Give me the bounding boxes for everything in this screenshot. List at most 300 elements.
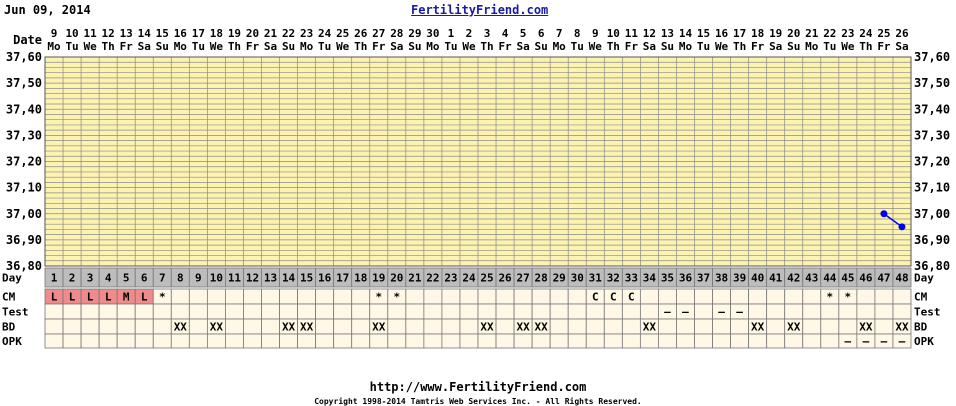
row-cell bbox=[622, 334, 640, 348]
row-cell-value: 47 bbox=[877, 271, 891, 285]
row-cell-value: 30 bbox=[570, 271, 584, 285]
row-cell bbox=[532, 289, 550, 304]
row-cell bbox=[352, 319, 370, 334]
row-cell-value: L bbox=[50, 290, 58, 304]
row-cell bbox=[406, 289, 424, 304]
row-cell bbox=[767, 304, 785, 319]
row-cell bbox=[893, 289, 911, 304]
row-cell-value: – bbox=[898, 335, 906, 348]
weekday-label: Fr bbox=[245, 40, 260, 53]
row-cell-value: C bbox=[610, 290, 617, 304]
row-cell-value: 3 bbox=[86, 271, 94, 285]
y-tick-label-left: 37,40 bbox=[5, 102, 42, 117]
row-cell-value: 44 bbox=[823, 271, 837, 285]
row-cell-value: 21 bbox=[408, 271, 422, 285]
row-cell bbox=[388, 334, 406, 348]
weekday-label: Th bbox=[859, 40, 873, 53]
footer-url[interactable]: http://www.FertilityFriend.com bbox=[369, 380, 587, 394]
row-cell bbox=[280, 304, 298, 319]
row-cell bbox=[225, 289, 243, 304]
row-cell bbox=[622, 319, 640, 334]
row-cell bbox=[99, 334, 117, 348]
row-cell bbox=[550, 319, 568, 334]
row-cell bbox=[821, 334, 839, 348]
row-cell bbox=[749, 304, 767, 319]
row-cell-value: – bbox=[844, 335, 852, 348]
row-cell-value: C bbox=[628, 290, 635, 304]
row-cell-value: 26 bbox=[498, 271, 512, 285]
weekday-label: Tu bbox=[65, 40, 79, 53]
row-cell bbox=[695, 319, 713, 334]
y-tick-label-right: 36,80 bbox=[914, 259, 951, 273]
date-label: 10 bbox=[606, 27, 620, 40]
row-cell-value: * bbox=[158, 290, 166, 304]
row-cell-value: 13 bbox=[263, 271, 278, 285]
row-cell bbox=[63, 334, 81, 348]
row-cell bbox=[243, 304, 261, 319]
date-label: 25 bbox=[336, 27, 350, 40]
row-cell bbox=[496, 304, 514, 319]
row-cell bbox=[334, 334, 352, 348]
row-cell-value: 19 bbox=[372, 271, 386, 285]
row-label-left: Day bbox=[2, 271, 22, 285]
row-cell bbox=[189, 319, 207, 334]
row-cell bbox=[550, 304, 568, 319]
date-label: 23 bbox=[299, 27, 314, 40]
row-cell bbox=[478, 304, 496, 319]
weekday-label: Tu bbox=[444, 40, 458, 53]
row-cell-value: 43 bbox=[805, 271, 819, 285]
row-cell bbox=[370, 334, 388, 348]
row-cell bbox=[153, 319, 171, 334]
row-cell-value: 23 bbox=[444, 271, 458, 285]
row-cell bbox=[676, 334, 694, 348]
row-cell bbox=[207, 289, 225, 304]
row-cell bbox=[424, 304, 442, 319]
row-cell bbox=[767, 289, 785, 304]
row-cell bbox=[153, 304, 171, 319]
row-cell bbox=[171, 334, 189, 348]
row-cell-value: 33 bbox=[624, 271, 638, 285]
row-cell bbox=[839, 304, 857, 319]
row-cell-value: 35 bbox=[660, 271, 675, 285]
row-label-left: BD bbox=[2, 320, 16, 334]
row-cell-value: 39 bbox=[732, 271, 747, 285]
row-cell bbox=[406, 334, 424, 348]
row-cell bbox=[676, 319, 694, 334]
row-cell bbox=[676, 289, 694, 304]
date-label: 22 bbox=[823, 27, 837, 40]
row-cell bbox=[225, 304, 243, 319]
date-label: 18 bbox=[751, 27, 765, 40]
row-cell bbox=[117, 304, 135, 319]
row-cell-value: * bbox=[393, 290, 401, 304]
row-cell bbox=[334, 289, 352, 304]
weekday-label: Fr bbox=[498, 40, 512, 53]
row-cell-value: XX bbox=[173, 320, 187, 334]
row-cell-value: XX bbox=[209, 320, 224, 334]
date-label: 8 bbox=[573, 27, 581, 40]
row-cell-value: 37 bbox=[696, 271, 711, 285]
date-label: 22 bbox=[281, 27, 296, 40]
row-cell-value: 11 bbox=[227, 271, 242, 285]
date-label: 2 bbox=[465, 27, 473, 40]
date-label: 4 bbox=[501, 27, 509, 40]
row-cell-value: XX bbox=[642, 320, 657, 334]
weekday-label: Th bbox=[732, 40, 747, 53]
y-tick-label-right: 37,40 bbox=[914, 102, 951, 117]
row-cell bbox=[388, 304, 406, 319]
row-cell-value: XX bbox=[516, 320, 530, 334]
row-cell bbox=[803, 319, 821, 334]
row-cell bbox=[117, 334, 135, 348]
date-label: 16 bbox=[714, 27, 729, 40]
row-label-right: Day bbox=[914, 271, 934, 285]
y-tick-label-left: 37,20 bbox=[5, 154, 42, 169]
row-cell bbox=[243, 289, 261, 304]
row-cell bbox=[514, 334, 532, 348]
row-label-right: Test bbox=[914, 305, 941, 319]
row-cell bbox=[225, 334, 243, 348]
date-label: 20 bbox=[787, 27, 801, 40]
row-cell bbox=[316, 319, 334, 334]
weekday-label: We bbox=[841, 40, 855, 53]
row-cell-value: 32 bbox=[606, 271, 620, 285]
row-cell bbox=[298, 334, 316, 348]
row-cell-value: 15 bbox=[299, 271, 314, 285]
weekday-label: Fr bbox=[624, 40, 638, 53]
row-cell bbox=[731, 334, 749, 348]
date-label: 28 bbox=[390, 27, 404, 40]
row-cell bbox=[334, 304, 352, 319]
row-cell-value: 48 bbox=[895, 271, 909, 285]
y-tick-label-right: 37,10 bbox=[914, 180, 951, 195]
weekday-label: Th bbox=[354, 40, 368, 53]
y-tick-label-right: 37,20 bbox=[914, 154, 951, 169]
date-label: 17 bbox=[191, 27, 205, 40]
weekday-label: Su bbox=[155, 40, 169, 53]
row-cell bbox=[857, 304, 875, 319]
row-cell bbox=[442, 319, 460, 334]
row-cell-value: C bbox=[591, 290, 599, 304]
weekday-label: Mo bbox=[173, 40, 187, 53]
row-cell bbox=[460, 304, 478, 319]
weekday-label: Sa bbox=[642, 40, 657, 53]
row-cell bbox=[532, 304, 550, 319]
date-label: 30 bbox=[426, 27, 440, 40]
row-cell-value: 18 bbox=[354, 271, 368, 285]
weekday-label: Fr bbox=[877, 40, 891, 53]
row-cell-value: L bbox=[68, 290, 76, 304]
weekday-label: Th bbox=[227, 40, 242, 53]
row-cell bbox=[658, 289, 676, 304]
row-cell bbox=[316, 334, 334, 348]
row-cell bbox=[352, 289, 370, 304]
row-cell bbox=[586, 334, 604, 348]
date-label: 12 bbox=[101, 27, 115, 40]
date-label: 10 bbox=[65, 27, 79, 40]
row-cell-value: XX bbox=[895, 320, 909, 334]
weekday-label: Th bbox=[101, 40, 115, 53]
weekday-label: Sa bbox=[390, 40, 404, 53]
row-cell bbox=[135, 304, 153, 319]
row-cell bbox=[496, 289, 514, 304]
row-cell bbox=[262, 289, 280, 304]
weekday-label: Tu bbox=[696, 40, 711, 53]
row-cell-value: – bbox=[682, 305, 689, 319]
footer-copyright: Copyright 1998-2014 Tamtris Web Services Inc. - All Rights Reserved. bbox=[314, 397, 642, 406]
row-cell bbox=[568, 289, 586, 304]
weekday-label: Mo bbox=[426, 40, 440, 53]
weekday-label: Sa bbox=[895, 40, 909, 53]
row-cell-value: 46 bbox=[859, 271, 873, 285]
row-cell-value: XX bbox=[534, 320, 548, 334]
row-cell bbox=[767, 334, 785, 348]
weekday-label: Su bbox=[660, 40, 675, 53]
row-cell bbox=[45, 304, 63, 319]
row-cell bbox=[640, 289, 658, 304]
site-link[interactable]: FertilityFriend.com bbox=[411, 3, 549, 17]
row-cell bbox=[406, 304, 424, 319]
weekday-label: We bbox=[714, 40, 729, 53]
date-label: 24 bbox=[859, 27, 873, 40]
row-cell bbox=[496, 319, 514, 334]
row-cell bbox=[117, 319, 135, 334]
row-cell bbox=[81, 319, 99, 334]
row-cell-value: 36 bbox=[678, 271, 693, 285]
row-cell bbox=[99, 304, 117, 319]
date-label: 3 bbox=[483, 27, 491, 40]
date-label: 21 bbox=[263, 27, 278, 40]
row-cell bbox=[875, 289, 893, 304]
weekday-label: Fr bbox=[372, 40, 386, 53]
row-cell bbox=[45, 334, 63, 348]
row-cell bbox=[442, 334, 460, 348]
row-cell bbox=[189, 289, 207, 304]
row-cell-value: * bbox=[826, 290, 834, 304]
weekday-label: Mo bbox=[552, 40, 566, 53]
row-label-right: OPK bbox=[914, 335, 934, 348]
row-cell bbox=[153, 334, 171, 348]
weekday-label: Sa bbox=[137, 40, 151, 53]
row-cell bbox=[695, 304, 713, 319]
row-cell-value: 9 bbox=[195, 271, 202, 285]
row-cell bbox=[424, 319, 442, 334]
row-cell bbox=[803, 334, 821, 348]
weekday-label: Sa bbox=[263, 40, 278, 53]
row-cell bbox=[207, 334, 225, 348]
row-cell bbox=[803, 289, 821, 304]
row-cell bbox=[460, 289, 478, 304]
date-label: 24 bbox=[318, 27, 332, 40]
weekday-label: Sa bbox=[516, 40, 530, 53]
row-cell-value: * bbox=[375, 290, 383, 304]
row-cell bbox=[135, 319, 153, 334]
weekday-label: Su bbox=[534, 40, 548, 53]
row-label-right: BD bbox=[914, 320, 928, 334]
row-cell bbox=[189, 334, 207, 348]
row-cell bbox=[424, 334, 442, 348]
weekday-label: We bbox=[209, 40, 224, 53]
date-label: 7 bbox=[555, 27, 563, 40]
date-label: 6 bbox=[537, 27, 545, 40]
date-label: 19 bbox=[769, 27, 783, 40]
date-label: 26 bbox=[354, 27, 368, 40]
weekday-label: We bbox=[83, 40, 97, 53]
date-label: 26 bbox=[895, 27, 909, 40]
row-cell bbox=[81, 334, 99, 348]
row-cell-value: L bbox=[86, 290, 94, 304]
row-cell bbox=[658, 334, 676, 348]
row-cell bbox=[243, 334, 261, 348]
row-cell bbox=[262, 319, 280, 334]
row-cell-value: – bbox=[718, 305, 725, 319]
date-label: 20 bbox=[245, 27, 260, 40]
row-label-left: CM bbox=[2, 290, 16, 304]
row-cell bbox=[640, 304, 658, 319]
date-label: 16 bbox=[173, 27, 187, 40]
row-cell-value: 17 bbox=[336, 271, 350, 285]
weekday-label: Mo bbox=[299, 40, 314, 53]
row-cell bbox=[460, 334, 478, 348]
row-cell bbox=[262, 304, 280, 319]
date-label: 29 bbox=[408, 27, 422, 40]
row-cell-value: XX bbox=[281, 320, 296, 334]
row-cell-value: 12 bbox=[245, 271, 260, 285]
y-tick-label-left: 37,30 bbox=[5, 128, 42, 143]
row-cell bbox=[514, 304, 532, 319]
row-cell-value: 45 bbox=[841, 271, 855, 285]
row-cell bbox=[171, 289, 189, 304]
row-cell bbox=[370, 304, 388, 319]
row-cell bbox=[695, 289, 713, 304]
row-cell bbox=[478, 334, 496, 348]
row-cell bbox=[478, 289, 496, 304]
weekday-label: We bbox=[336, 40, 350, 53]
y-tick-label-left: 37,50 bbox=[5, 76, 42, 91]
row-cell-value: 5 bbox=[122, 271, 130, 285]
row-cell bbox=[442, 304, 460, 319]
weekday-label: Tu bbox=[570, 40, 584, 53]
row-cell bbox=[63, 319, 81, 334]
row-cell bbox=[99, 319, 117, 334]
row-cell-value: 24 bbox=[462, 271, 476, 285]
row-cell bbox=[550, 289, 568, 304]
y-tick-label-right: 37,00 bbox=[914, 206, 951, 221]
row-cell bbox=[658, 319, 676, 334]
row-cell bbox=[334, 319, 352, 334]
row-cell bbox=[406, 319, 424, 334]
y-tick-label-left: 36,90 bbox=[5, 232, 42, 247]
row-cell-value: 8 bbox=[177, 271, 184, 285]
row-cell-value: M bbox=[122, 290, 130, 304]
date-label: 14 bbox=[137, 27, 151, 40]
weekday-label: Th bbox=[480, 40, 494, 53]
row-cell bbox=[713, 334, 731, 348]
date-label: 9 bbox=[50, 27, 58, 40]
row-cell bbox=[550, 334, 568, 348]
row-cell-value: 25 bbox=[480, 271, 494, 285]
row-cell bbox=[189, 304, 207, 319]
date-label: 18 bbox=[209, 27, 224, 40]
row-cell bbox=[731, 289, 749, 304]
row-cell bbox=[568, 334, 586, 348]
date-label: 11 bbox=[624, 27, 638, 40]
row-cell bbox=[821, 319, 839, 334]
date-label: 15 bbox=[155, 27, 169, 40]
weekday-label: Su bbox=[281, 40, 296, 53]
weekday-label: Tu bbox=[318, 40, 332, 53]
row-cell-value: 22 bbox=[426, 271, 440, 285]
row-cell-value: 1 bbox=[50, 271, 58, 285]
row-cell-value: 6 bbox=[140, 271, 148, 285]
row-cell-value: 29 bbox=[552, 271, 566, 285]
row-cell-value: L bbox=[104, 290, 112, 304]
row-cell bbox=[767, 319, 785, 334]
row-cell bbox=[280, 289, 298, 304]
row-cell bbox=[352, 334, 370, 348]
row-cell bbox=[262, 334, 280, 348]
row-cell-value: 7 bbox=[158, 271, 166, 285]
date-label: 11 bbox=[83, 27, 97, 40]
row-cell-value: – bbox=[736, 305, 743, 319]
row-cell bbox=[785, 304, 803, 319]
date-label: 21 bbox=[805, 27, 819, 40]
date-label: 25 bbox=[877, 27, 891, 40]
row-cell-value: XX bbox=[299, 320, 314, 334]
date-label: 27 bbox=[372, 27, 386, 40]
y-tick-label-right: 36,90 bbox=[914, 232, 951, 247]
y-tick-label-left: 37,00 bbox=[5, 206, 42, 221]
row-cell bbox=[316, 289, 334, 304]
row-cell bbox=[713, 319, 731, 334]
row-cell bbox=[875, 319, 893, 334]
weekday-label: Tu bbox=[191, 40, 205, 53]
row-cell bbox=[171, 304, 189, 319]
y-tick-label-right: 37,30 bbox=[914, 128, 951, 143]
row-cell bbox=[622, 304, 640, 319]
row-cell-value: – bbox=[880, 335, 888, 348]
row-cell bbox=[713, 289, 731, 304]
date-label: 23 bbox=[841, 27, 855, 40]
date-label: 13 bbox=[119, 27, 133, 40]
row-cell-value: 28 bbox=[534, 271, 548, 285]
row-cell bbox=[749, 289, 767, 304]
date-label: 9 bbox=[591, 27, 599, 40]
row-cell-value: 2 bbox=[68, 271, 76, 285]
row-cell bbox=[857, 289, 875, 304]
weekday-label: Su bbox=[408, 40, 422, 53]
row-cell-value: 14 bbox=[281, 271, 296, 285]
row-cell bbox=[785, 289, 803, 304]
date-label: 13 bbox=[660, 27, 675, 40]
row-cell bbox=[604, 319, 622, 334]
date-label: 19 bbox=[227, 27, 242, 40]
weekday-label: Sa bbox=[769, 40, 783, 53]
row-cell-value: 40 bbox=[751, 271, 765, 285]
weekday-label: Mo bbox=[805, 40, 819, 53]
y-tick-label-right: 37,60 bbox=[914, 50, 951, 64]
row-cell bbox=[388, 319, 406, 334]
row-cell-value: 34 bbox=[642, 271, 657, 285]
row-cell bbox=[442, 289, 460, 304]
date-label: 12 bbox=[642, 27, 657, 40]
row-cell-value: XX bbox=[787, 320, 801, 334]
temp-point bbox=[880, 210, 887, 217]
date-row-label: Date bbox=[13, 33, 42, 47]
row-cell bbox=[604, 304, 622, 319]
row-cell bbox=[532, 334, 550, 348]
